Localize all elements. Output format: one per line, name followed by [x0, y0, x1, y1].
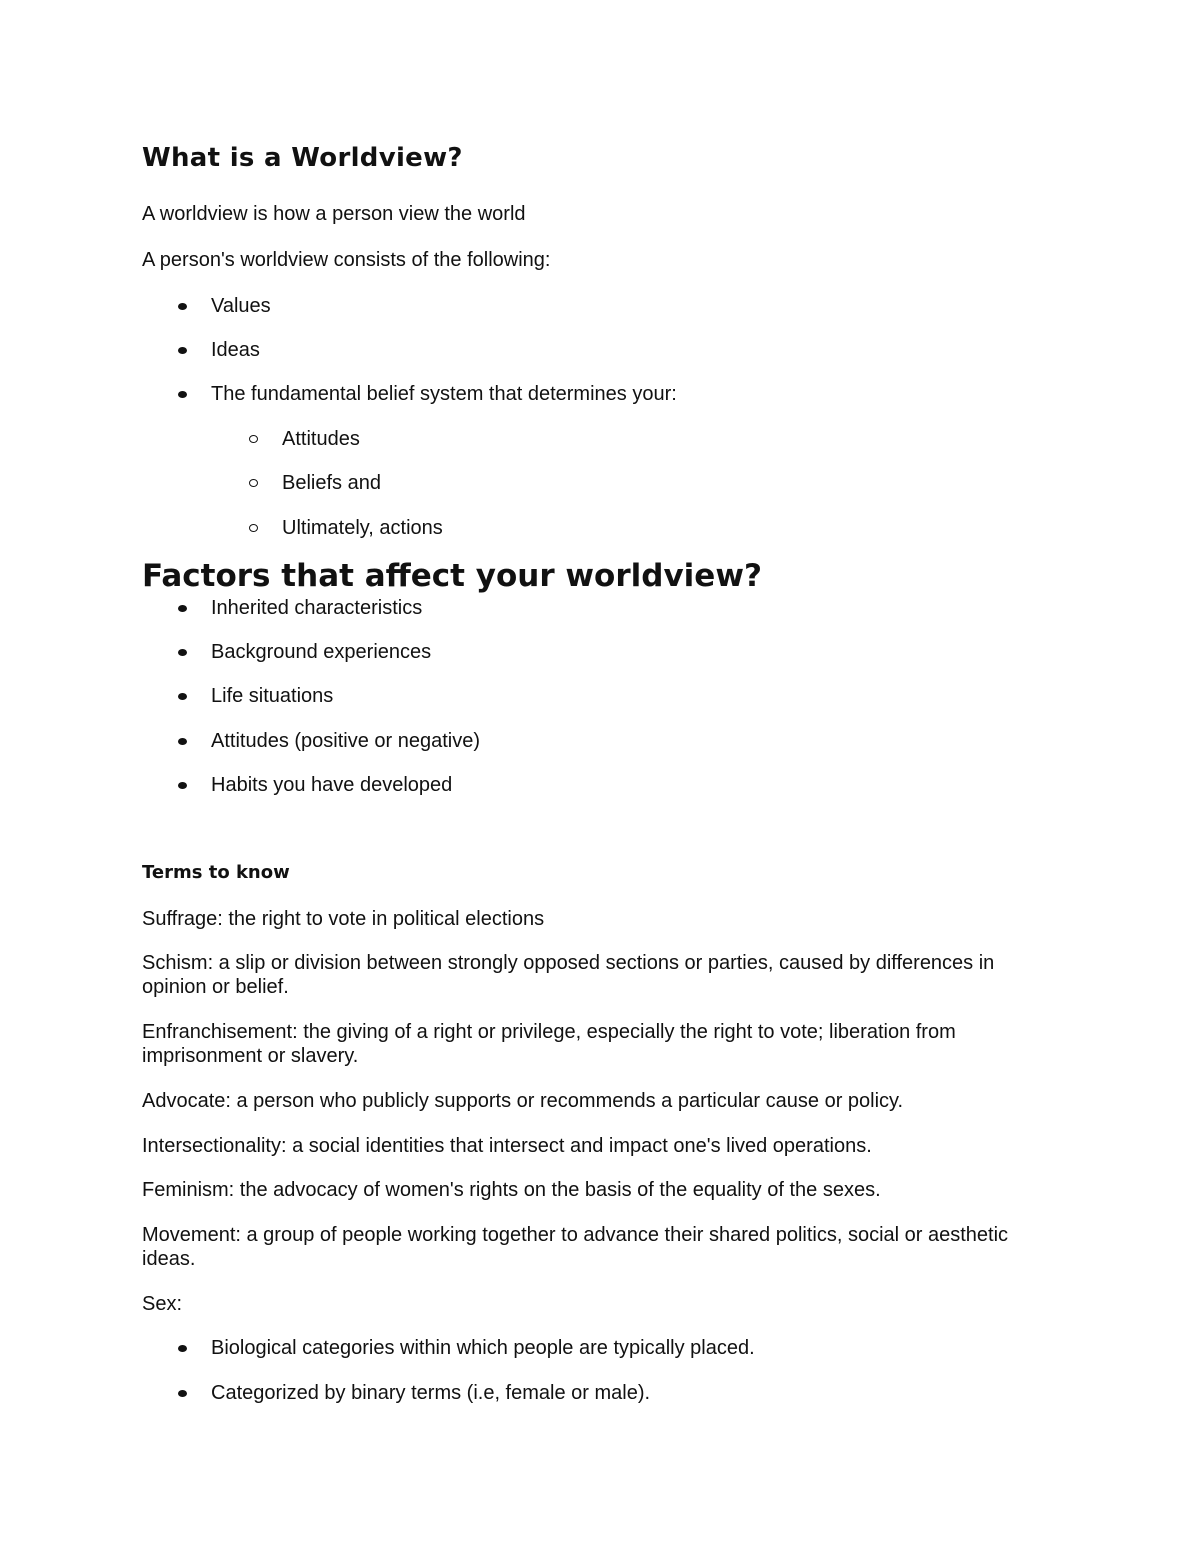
intro-line-1: A worldview is how a person view the world — [142, 203, 526, 225]
sub-item-actions: Ultimately, actions — [282, 517, 443, 539]
term-intersectionality: Intersectionality: a social identities that intersect and impact one's lived operations. — [142, 1135, 872, 1157]
term-feminism: Feminism: the advocacy of women's rights on the basis of the equality of the sexes. — [142, 1179, 881, 1201]
list-item-belief-system: The fundamental belief system that determines your: — [211, 383, 677, 405]
bullet-icon — [178, 738, 187, 745]
intro-line-2: A person's worldview consists of the following: — [142, 249, 551, 271]
term-movement: Movement: a group of people working together to advance their shared politics, social or aesthetic ideas. — [142, 1224, 1009, 1270]
term-sex: Sex: — [142, 1293, 183, 1315]
sub-item-attitudes: Attitudes — [282, 428, 360, 450]
heading-factors: Factors that affect your worldview? — [142, 558, 762, 594]
term-enfranchisement: Enfranchisement: the giving of a right or privilege, especially the right to vote; liberation from imprisonment or slavery. — [142, 1021, 956, 1067]
heading-what-is-worldview: What is a Worldview? — [142, 143, 463, 173]
bullet-icon — [178, 693, 187, 700]
factor-item: Attitudes (positive or negative) — [211, 730, 481, 752]
bullet-icon — [178, 303, 187, 310]
term-schism: Schism: a slip or division between strongly opposed sections or parties, caused by differences in opinion or belief. — [142, 952, 995, 998]
bullet-icon — [178, 649, 187, 656]
factor-item: Background experiences — [211, 641, 432, 663]
list-item-ideas: Ideas — [211, 339, 260, 361]
factor-item: Life situations — [211, 685, 334, 707]
term-advocate: Advocate: a person who publicly supports or recommends a particular cause or policy. — [142, 1090, 904, 1112]
bullet-icon — [178, 391, 187, 398]
factor-item: Inherited characteristics — [211, 597, 423, 619]
bullet-icon — [178, 1345, 187, 1352]
sex-item: Categorized by binary terms (i.e, female or male). — [211, 1382, 651, 1404]
bullet-icon — [178, 1390, 187, 1397]
circle-bullet-icon — [249, 524, 258, 532]
term-suffrage: Suffrage: the right to vote in political elections — [142, 908, 545, 930]
bullet-icon — [178, 347, 187, 354]
bullet-icon — [178, 605, 187, 612]
heading-terms-to-know: Terms to know — [142, 862, 290, 883]
list-item-values: Values — [211, 295, 271, 317]
sub-item-beliefs: Beliefs and — [282, 472, 381, 494]
factor-item: Habits you have developed — [211, 774, 453, 796]
circle-bullet-icon — [249, 479, 258, 487]
bullet-icon — [178, 782, 187, 789]
circle-bullet-icon — [249, 435, 258, 443]
sex-item: Biological categories within which people are typically placed. — [211, 1337, 755, 1359]
